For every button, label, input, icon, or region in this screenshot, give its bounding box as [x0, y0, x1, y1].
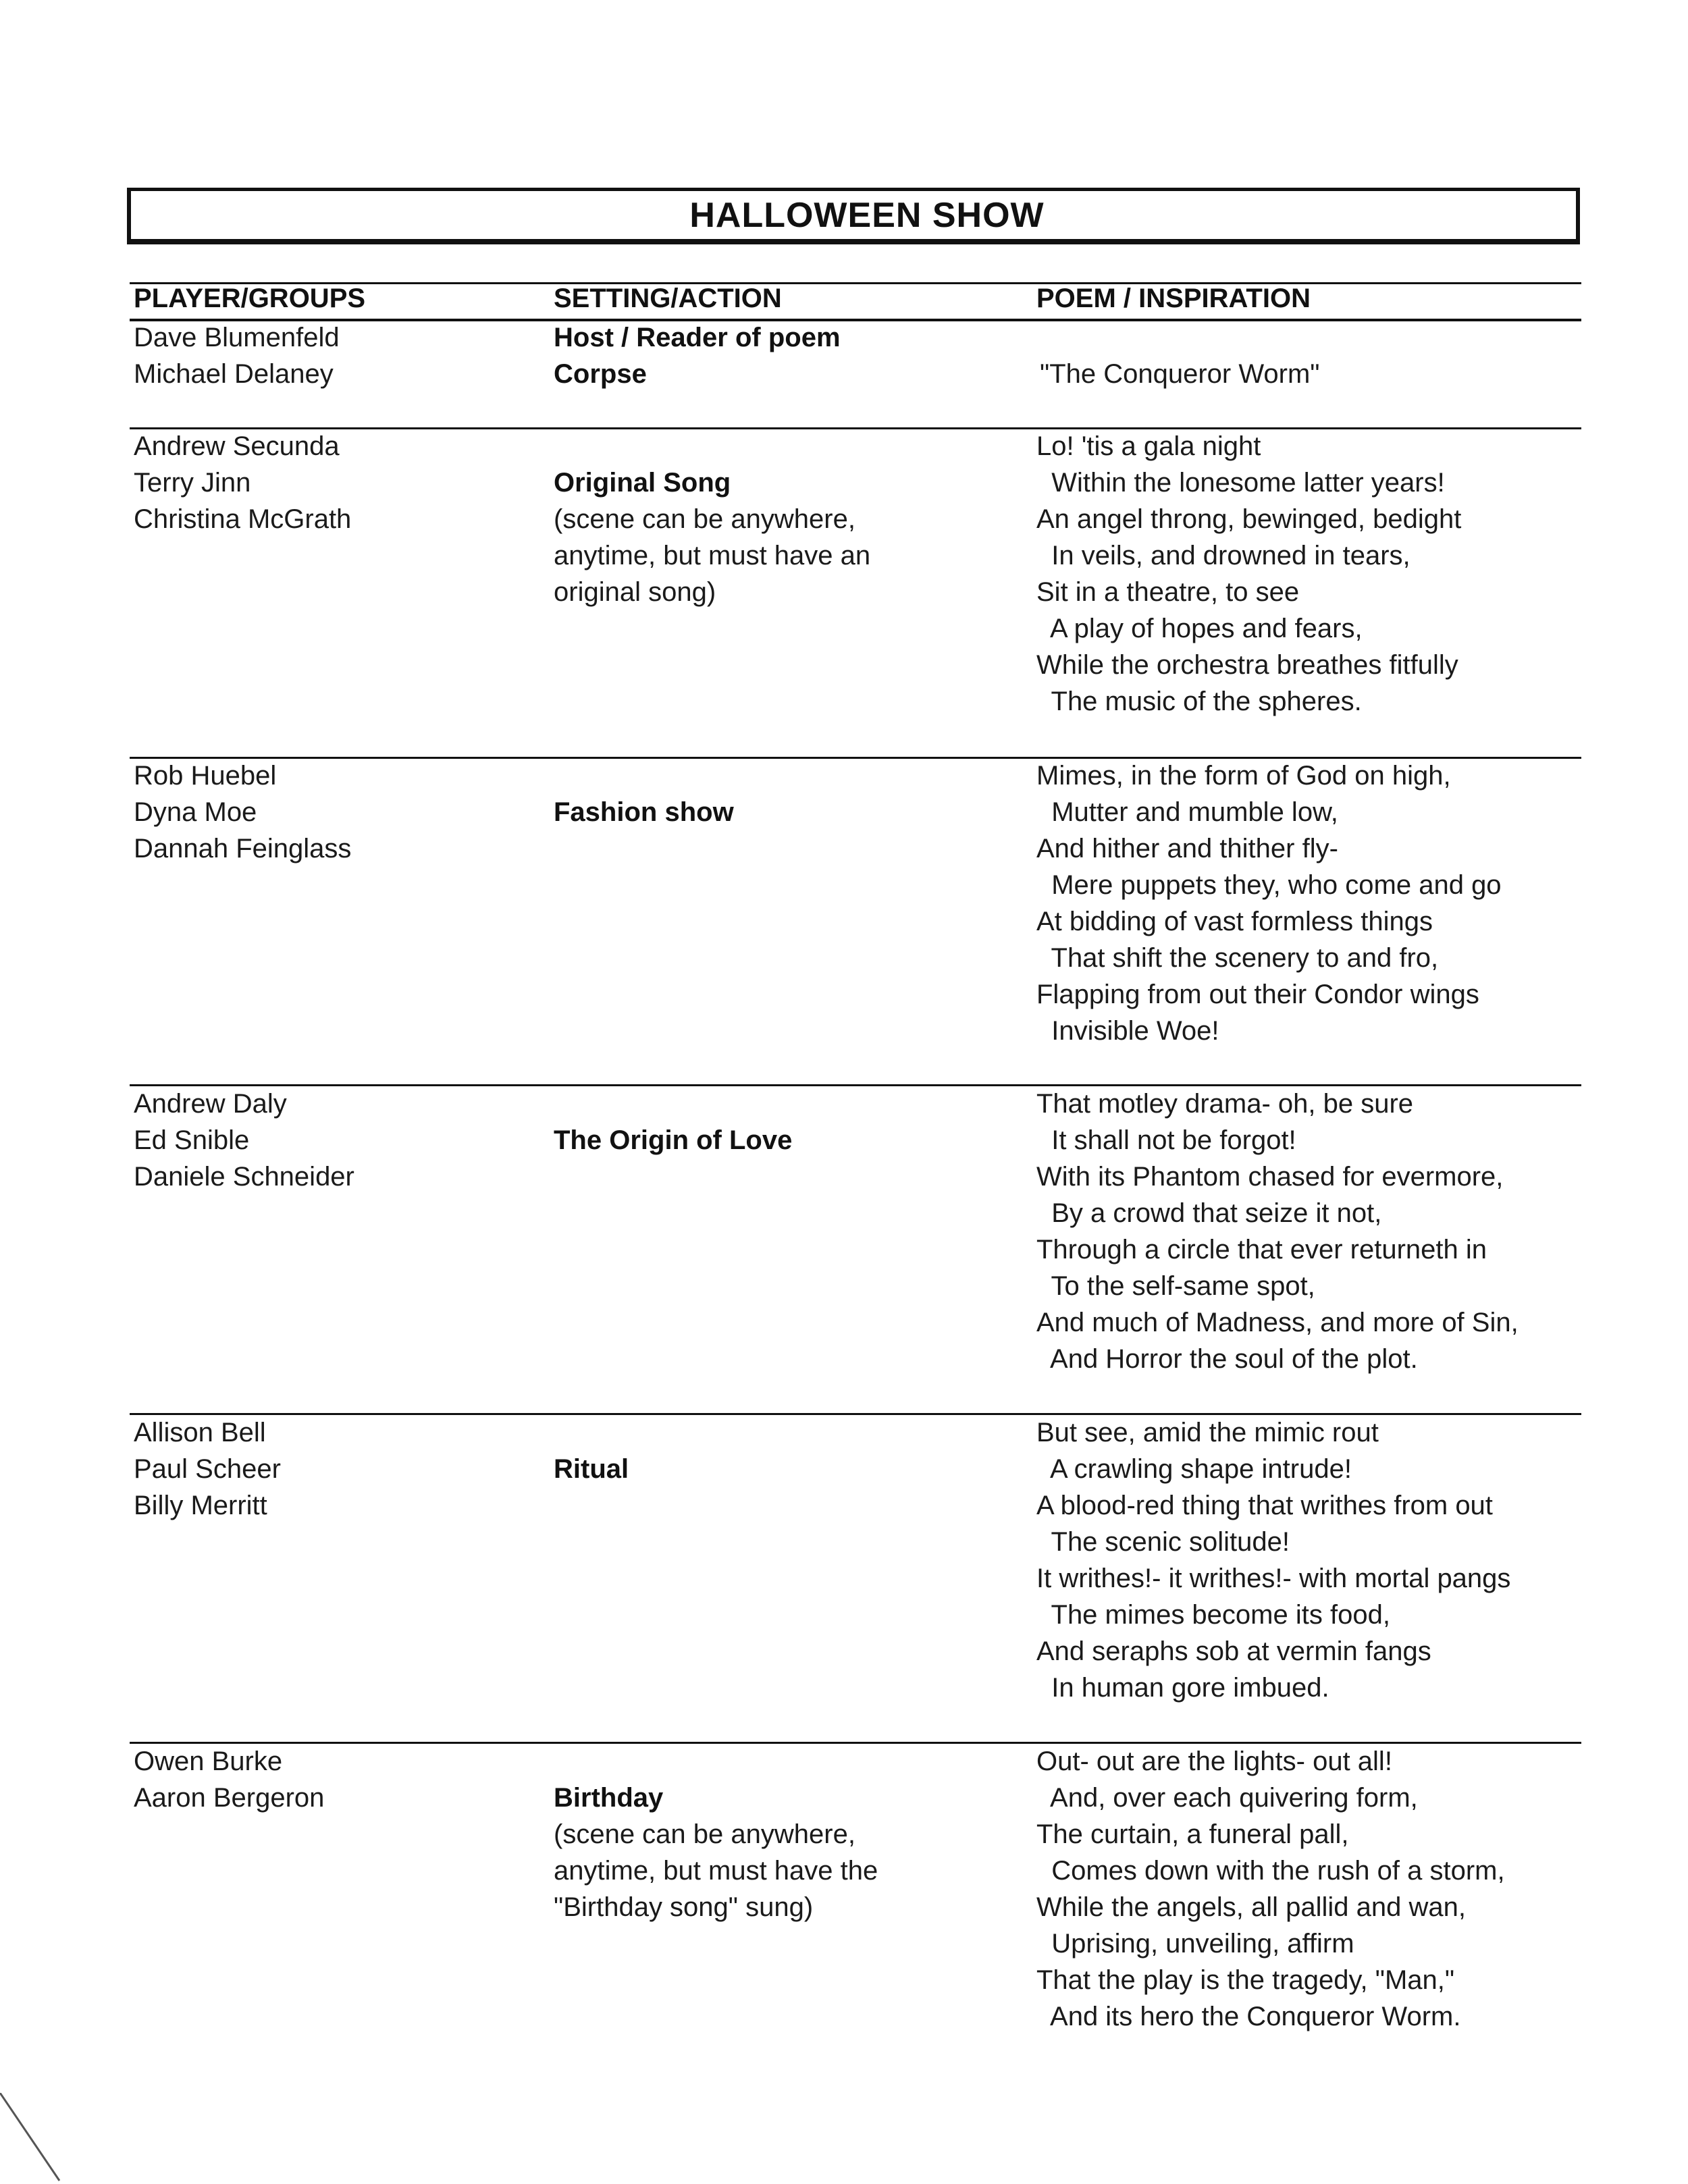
intro-setting-1: Host / Reader of poem	[554, 323, 841, 352]
poem-line: A crawling shape intrude!	[1036, 1454, 1352, 1484]
title-box	[127, 188, 1580, 244]
header-bottom-rule	[130, 319, 1581, 321]
poem-line: Within the lonesome latter years!	[1036, 468, 1445, 498]
poem-line: Mutter and mumble low,	[1036, 797, 1338, 827]
poem-line: Sit in a theatre, to see	[1036, 577, 1300, 607]
poem-line: And hither and thither fly-	[1036, 834, 1338, 863]
page-title: HALLOWEEN SHOW	[689, 195, 1045, 235]
poem-line: In human gore imbued.	[1036, 1673, 1329, 1703]
setting-title: Birthday	[554, 1783, 664, 1813]
poem-line: At bidding of vast formless things	[1036, 907, 1433, 936]
scene-4-setting	[554, 1451, 629, 1487]
scene-3-setting	[554, 1122, 792, 1158]
poem-line: Lo! 'tis a gala night	[1036, 431, 1261, 461]
player-name: Paul Scheer	[134, 1454, 281, 1484]
scene-4-players	[134, 1414, 281, 1524]
poem-line: To the self-same spot,	[1036, 1271, 1315, 1301]
poem-line: Uprising, unveiling, affirm	[1036, 1929, 1354, 1959]
poem-line: Mere puppets they, who come and go	[1036, 870, 1502, 900]
poem-line: The mimes become its food,	[1036, 1600, 1390, 1630]
poem-line: While the orchestra breathes fitfully	[1036, 650, 1458, 680]
player-name: Dannah Feinglass	[134, 834, 352, 863]
setting-note: "Birthday song" sung)	[554, 1892, 814, 1922]
setting-note: (scene can be anywhere,	[554, 504, 855, 534]
poem-line: And much of Madness, and more of Sin,	[1036, 1308, 1519, 1337]
intro-player-2: Michael Delaney	[134, 359, 334, 389]
setting-note: (scene can be anywhere,	[554, 1819, 855, 1849]
poem-line: And Horror the soul of the plot.	[1036, 1344, 1418, 1374]
player-name: Terry Jinn	[134, 468, 251, 498]
poem-line: But see, amid the mimic rout	[1036, 1418, 1379, 1447]
player-name: Owen Burke	[134, 1747, 283, 1776]
setting-note: anytime, but must have the	[554, 1856, 878, 1886]
scene-5-setting	[554, 1780, 878, 1925]
player-name: Allison Bell	[134, 1418, 266, 1447]
scene-2-poem	[1036, 757, 1502, 1049]
poem-line: Invisible Woe!	[1036, 1016, 1219, 1046]
setting-title: Ritual	[554, 1454, 629, 1484]
scene-5-poem	[1036, 1743, 1505, 2035]
poem-line: It writhes!- it writhes!- with mortal pangs	[1036, 1564, 1511, 1593]
poem-line: An angel throng, bewinged, bedight	[1036, 504, 1462, 534]
poem-line: It shall not be forgot!	[1036, 1125, 1296, 1155]
player-name: Billy Merritt	[134, 1491, 267, 1520]
poem-line: That the play is the tragedy, "Man,"	[1036, 1965, 1455, 1995]
poem-line: And its hero the Conqueror Worm.	[1036, 2002, 1461, 2031]
header-setting: SETTING/ACTION	[554, 284, 782, 313]
setting-title: Original Song	[554, 468, 731, 498]
poem-line: Through a circle that ever returneth in	[1036, 1235, 1487, 1264]
poem-line: The music of the spheres.	[1036, 687, 1362, 716]
intro-player-1: Dave Blumenfeld	[134, 323, 340, 352]
player-name: Andrew Secunda	[134, 431, 340, 461]
poem-line: A blood-red thing that writhes from out	[1036, 1491, 1493, 1520]
scene-4-poem	[1036, 1414, 1510, 1706]
header-players: PLAYER/GROUPS	[134, 284, 366, 313]
player-name: Aaron Bergeron	[134, 1783, 325, 1813]
player-name: Christina McGrath	[134, 504, 352, 534]
poem-line: Comes down with the rush of a storm,	[1036, 1856, 1505, 1886]
player-name: Andrew Daly	[134, 1089, 287, 1119]
setting-note: original song)	[554, 577, 716, 607]
scene-5-players	[134, 1743, 324, 1816]
scene-3-poem	[1036, 1086, 1519, 1377]
player-name: Ed Snible	[134, 1125, 250, 1155]
scene-2-setting	[554, 794, 734, 830]
scene-3-players	[134, 1086, 354, 1195]
setting-title: Fashion show	[554, 797, 734, 827]
poem-line: The curtain, a funeral pall,	[1036, 1819, 1349, 1849]
poem-line: A play of hopes and fears,	[1036, 614, 1363, 643]
poem-line: And, over each quivering form,	[1036, 1783, 1418, 1813]
setting-note: anytime, but must have an	[554, 541, 871, 570]
scene-1-players	[134, 428, 351, 537]
header-poem: POEM / INSPIRATION	[1036, 284, 1311, 313]
intro-poem-title: "The Conqueror Worm"	[1040, 359, 1320, 389]
poem-line: In veils, and drowned in tears,	[1036, 541, 1410, 570]
scene-2-players	[134, 757, 351, 867]
poem-line: And seraphs sob at vermin fangs	[1036, 1636, 1431, 1666]
poem-line: With its Phantom chased for evermore,	[1036, 1162, 1504, 1192]
poem-line: While the angels, all pallid and wan,	[1036, 1892, 1466, 1922]
scene-1-poem	[1036, 428, 1461, 720]
poem-line: Out- out are the lights- out all!	[1036, 1747, 1392, 1776]
poem-line: Flapping from out their Condor wings	[1036, 980, 1479, 1009]
poem-line: Mimes, in the form of God on high,	[1036, 761, 1451, 791]
player-name: Dyna Moe	[134, 797, 257, 827]
player-name: Daniele Schneider	[134, 1162, 354, 1192]
poem-line: The scenic solitude!	[1036, 1527, 1290, 1557]
poem-line: That shift the scenery to and fro,	[1036, 943, 1439, 973]
player-name: Rob Huebel	[134, 761, 277, 791]
poem-line: By a crowd that seize it not,	[1036, 1198, 1382, 1228]
setting-title: The Origin of Love	[554, 1125, 793, 1155]
scene-1-setting	[554, 464, 870, 610]
scan-artifact-mark	[0, 2093, 81, 2184]
poem-line: That motley drama- oh, be sure	[1036, 1089, 1414, 1119]
intro-setting-2: Corpse	[554, 359, 647, 389]
